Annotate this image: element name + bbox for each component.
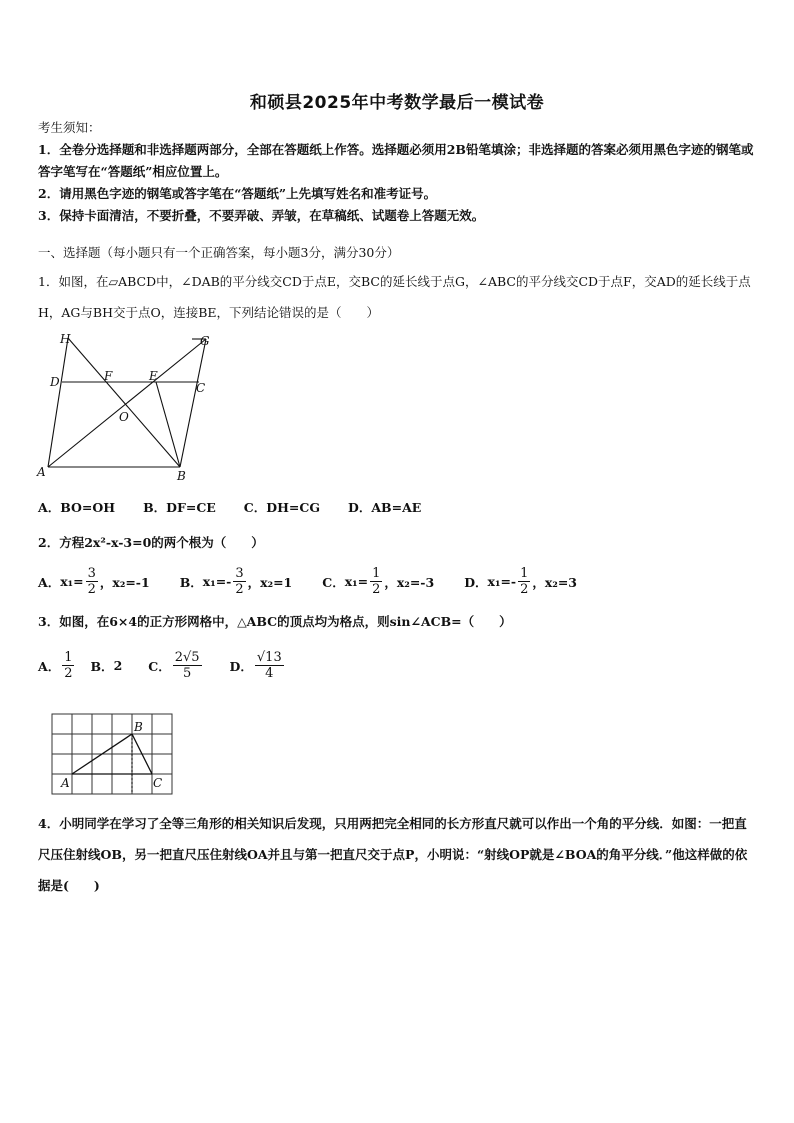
fraction-numerator: √13 bbox=[256, 650, 282, 665]
fraction-numerator: 1 bbox=[520, 566, 529, 581]
question-3-options bbox=[38, 650, 318, 681]
question-1 bbox=[38, 266, 758, 328]
q1-option-d[interactable]: D．AB=AE bbox=[348, 500, 422, 515]
segment-ah bbox=[48, 338, 68, 467]
grid-label-a: A bbox=[61, 776, 70, 790]
q2-option-c-letter: C． bbox=[322, 574, 345, 590]
q3-option-d-letter: D． bbox=[229, 658, 253, 674]
q3-option-c-fraction bbox=[173, 650, 202, 681]
q3-option-b-letter: B． bbox=[90, 658, 114, 674]
q2-option-d[interactable] bbox=[464, 566, 577, 597]
label-e: E bbox=[149, 369, 158, 383]
segment-eb bbox=[156, 382, 180, 467]
q2-option-a-letter: A． bbox=[38, 574, 61, 590]
q2-option-b-x1: x₁=- bbox=[202, 574, 232, 589]
q2-option-d-fraction bbox=[518, 566, 530, 597]
fraction-denominator: 5 bbox=[182, 666, 192, 681]
q3-option-b[interactable] bbox=[90, 657, 122, 675]
label-a: A bbox=[37, 465, 46, 479]
question-1-options bbox=[38, 498, 453, 516]
fraction-denominator: 2 bbox=[235, 582, 244, 597]
note-item-3: 3．保持卡面清洁，不要折叠，不要弄破、弄皱，在草稿纸、试题卷上答题无效。 bbox=[38, 208, 485, 223]
q3-option-c-letter: C． bbox=[148, 658, 171, 674]
segment-ag bbox=[48, 339, 206, 467]
q1-option-c[interactable]: C．DH=CG bbox=[243, 500, 320, 515]
question-1-figure bbox=[34, 330, 224, 485]
segment-bg bbox=[180, 339, 206, 467]
exam-notes bbox=[38, 117, 758, 227]
question-3-text: 3．如图，在6×4的正方形网格中，△ABC的顶点均为格点，则sin∠ACB=（ ） bbox=[38, 614, 512, 629]
q2-option-c-x1: x₁= bbox=[344, 574, 369, 589]
question-2-text: 2．方程2x²-x-3=0的两个根为（ ） bbox=[38, 535, 264, 550]
fraction-denominator: 2 bbox=[87, 582, 96, 597]
q2-option-b-x2: ，x₂=1 bbox=[247, 574, 293, 590]
note-item-2: 2．请用黑色字迹的钢笔或答字笔在“答题纸”上先填写姓名和准考证号。 bbox=[38, 186, 437, 201]
q2-option-b-letter: B． bbox=[179, 574, 203, 590]
question-4 bbox=[38, 808, 758, 901]
q3-option-b-value: 2 bbox=[113, 658, 123, 673]
page-title: 和硕县2025年中考数学最后一模试卷 bbox=[249, 93, 545, 113]
label-o: O bbox=[119, 410, 129, 424]
fraction-numerator: 1 bbox=[372, 566, 381, 581]
q2-option-a-fraction bbox=[86, 566, 98, 597]
label-f: F bbox=[104, 369, 113, 383]
q2-option-b-fraction bbox=[233, 566, 245, 597]
q2-option-a-x1: x₁= bbox=[60, 574, 84, 589]
q2-option-d-letter: D． bbox=[464, 574, 488, 590]
question-1-text: 1．如图，在▱ABCD中，∠DAB的平分线交CD于点E，交BC的延长线于点G，∠ABC的平分线交CD于点F，交AD的延长线于点H，AG与BH交于点O，连接BE，下列结论错误的是（ ） bbox=[38, 274, 751, 320]
q3-option-a-letter: A． bbox=[38, 658, 61, 674]
notes-heading: 考生须知： bbox=[38, 120, 101, 135]
q1-option-a[interactable]: A．BO=OH bbox=[38, 500, 116, 515]
question-3-grid-figure bbox=[50, 712, 182, 800]
q2-option-a-x2: ，x₂=-1 bbox=[99, 574, 150, 590]
q3-option-a-fraction bbox=[62, 650, 74, 681]
label-g: G bbox=[200, 334, 210, 348]
fraction-denominator: 2 bbox=[372, 582, 381, 597]
q2-option-c-x2: ，x₂=-3 bbox=[384, 574, 435, 590]
note-item-1: 1．全卷分选择题和非选择题两部分，全部在答题纸上作答。选择题必须用2B铅笔填涂；非选择题的答案必须用黑色字迹的钢笔或答字笔写在“答题纸”相应位置上。 bbox=[38, 142, 754, 179]
q3-option-c[interactable] bbox=[148, 650, 203, 681]
section-heading: 一、选择题（每小题只有一个正确答案，每小题3分，满分30分） bbox=[38, 245, 400, 260]
fraction-numerator: 3 bbox=[235, 566, 244, 581]
question-4-text: 4．小明同学在学习了全等三角形的相关知识后发现，只用两把完全相同的长方形直尺就可以作出一个角的平分线．如图：一把直尺压住射线OB，另一把直尺压住射线OA并且与第一把直尺交于点P，小明说：“射线OP就是∠BOA的角平分线．”他这样做的依据是( ) bbox=[38, 816, 748, 893]
label-b: B bbox=[177, 469, 186, 483]
label-c: C bbox=[196, 381, 206, 395]
fraction-numerator: 3 bbox=[87, 566, 96, 581]
grid-label-c: C bbox=[153, 776, 163, 790]
q2-option-a[interactable] bbox=[38, 566, 150, 597]
q2-option-d-x2: ，x₂=3 bbox=[532, 574, 578, 590]
q2-option-c-fraction bbox=[370, 566, 382, 597]
grid-label-b: B bbox=[134, 720, 143, 734]
q2-option-d-x1: x₁=- bbox=[487, 574, 517, 589]
q2-option-b[interactable] bbox=[180, 566, 293, 597]
fraction-denominator: 2 bbox=[520, 582, 529, 597]
q3-option-d[interactable] bbox=[230, 650, 286, 681]
q3-option-d-fraction bbox=[255, 650, 284, 681]
segment-hb bbox=[68, 338, 180, 467]
fraction-numerator: 2√5 bbox=[174, 650, 200, 665]
label-h: H bbox=[60, 332, 71, 346]
q1-option-b[interactable]: B．DF=CE bbox=[143, 500, 216, 515]
q3-option-a[interactable] bbox=[38, 650, 76, 681]
q2-option-c[interactable] bbox=[322, 566, 434, 597]
fraction-denominator: 2 bbox=[64, 666, 73, 681]
fraction-numerator: 1 bbox=[64, 650, 73, 665]
question-2-options bbox=[38, 566, 609, 597]
fraction-denominator: 4 bbox=[265, 666, 274, 681]
label-d: D bbox=[50, 375, 60, 389]
